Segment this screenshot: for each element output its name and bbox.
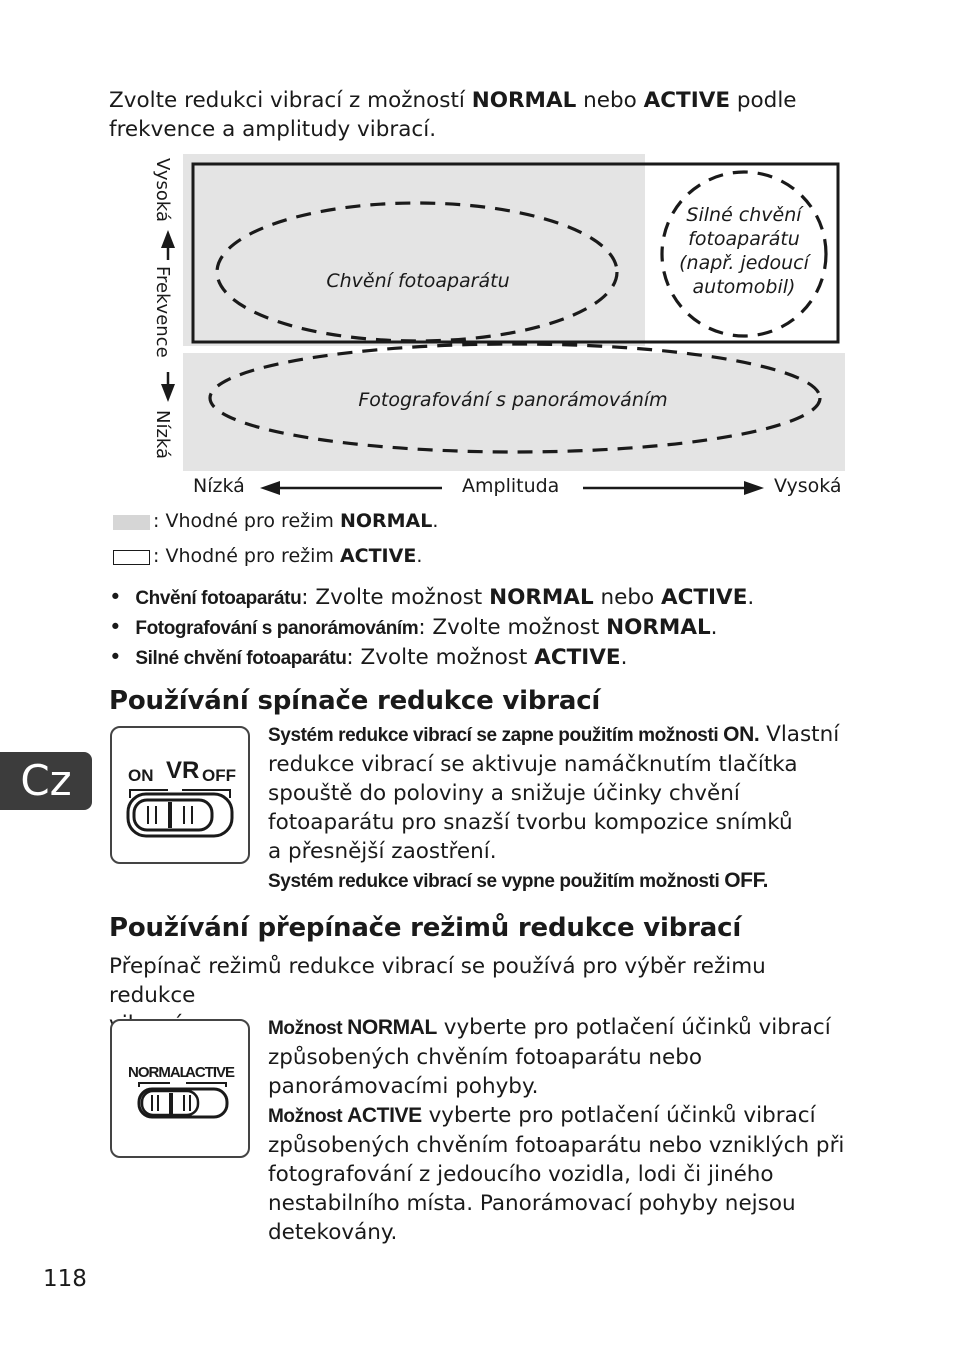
active-desc-line: fotografování z jedoucího vozidla, lodi či jiného <box>268 1162 774 1187</box>
camera-shake-label: Chvění fotoaparátu <box>326 270 510 292</box>
heavy-shake-label: Silné chvění fotoaparátu (např. jedoucí automobil) <box>679 204 809 298</box>
bullet-item: • Fotografování s panorámováním: Zvolte možnost NORMAL. <box>109 615 718 640</box>
normal-region-upper <box>183 154 645 346</box>
section-vr-switch-title: Používání spínače redukce vibrací <box>109 686 601 716</box>
vr-on-line: Systém redukce vibrací se zapne použitím možnosti ON. Vlastní <box>268 722 840 747</box>
normal-desc-line: panorámovacími pohyby. <box>268 1074 539 1099</box>
vr-switch-description <box>268 720 848 896</box>
vr-desc-line: fotoaparátu pro snazší tvorbu kompozice snímků <box>268 810 793 835</box>
amp-arrow-right-head <box>744 481 764 495</box>
panning-label: Fotografování s panorámováním <box>358 389 668 411</box>
language-tab: Cz <box>0 752 92 810</box>
normal-line: Možnost NORMAL vyberte pro potlačení účinků vibrací <box>268 1015 831 1040</box>
page-number: 118 <box>43 1266 87 1292</box>
switch-normal-label: NORMAL <box>128 1064 188 1081</box>
switch-vr-label: VR <box>166 757 200 784</box>
active-desc-line: detekovány. <box>268 1220 398 1245</box>
freq-low-label: Nízká <box>152 410 173 460</box>
bullet-item: • Chvění fotoaparátu: Zvolte možnost NORMAL nebo ACTIVE. <box>109 585 755 610</box>
bullet-list <box>109 583 849 673</box>
amp-low-label: Nízká <box>193 475 245 497</box>
normal-desc-line: způsobených chvěním fotoaparátu nebo <box>268 1045 703 1070</box>
vr-mode-intro-line: Přepínač režimů redukce vibrací se používá pro výběr režimu redukce <box>109 954 766 1008</box>
legend-active-swatch <box>113 550 150 565</box>
switch-off-label: OFF <box>202 766 236 785</box>
vr-off-line: Systém redukce vibrací se vypne použitím možnosti OFF. <box>268 869 769 892</box>
freq-arrow-up-head <box>161 230 175 248</box>
vr-mode-switch-illustration <box>110 1019 250 1158</box>
active-desc-line: nestabilního místa. Panorámovací pohyby nejsou <box>268 1191 796 1216</box>
amp-high-label: Vysoká <box>774 475 842 497</box>
freq-high-label: Vysoká <box>152 158 173 223</box>
legend-normal-text: : Vhodné pro režim NORMAL. <box>153 510 439 532</box>
vr-desc-line: spouště do poloviny a snižuje účinky chvění <box>268 781 740 806</box>
bullet-item: • Silné chvění fotoaparátu: Zvolte možnost ACTIVE. <box>109 645 628 670</box>
vr-desc-line: a přesnější zaostření. <box>268 839 497 864</box>
intro-paragraph <box>109 86 849 144</box>
amp-axis-label: Amplituda <box>462 475 560 497</box>
vr-desc-line: redukce vibrací se aktivuje namáčknutím tlačítka <box>268 752 798 777</box>
vr-mode-switch-icon <box>112 1021 248 1156</box>
legend-active-text: : Vhodné pro režim ACTIVE. <box>153 545 423 567</box>
amp-arrow-left-head <box>260 481 280 495</box>
switch-active-label: ACTIVE <box>185 1064 235 1081</box>
active-desc-line: způsobených chvěním fotoaparátu nebo vzniklých při <box>268 1133 845 1158</box>
legend-normal-swatch <box>113 515 150 530</box>
intro-line-1: Zvolte redukci vibrací z možností NORMAL nebo ACTIVE podle <box>109 88 797 113</box>
vr-mode-description <box>268 1013 848 1247</box>
vr-switch-icon <box>112 728 248 862</box>
section-vr-mode-title: Používání přepínače režimů redukce vibrací <box>109 913 742 943</box>
freq-axis-label: Frekvence <box>152 266 173 358</box>
freq-arrow-down-head <box>161 384 175 402</box>
active-line: Možnost ACTIVE vyberte pro potlačení účinků vibrací <box>268 1103 816 1128</box>
vr-switch-illustration <box>110 726 250 864</box>
normal-region-lower <box>183 353 845 471</box>
intro-line-2: frekvence a amplitudy vibrací. <box>109 117 437 142</box>
switch-on-label: ON <box>128 766 154 785</box>
